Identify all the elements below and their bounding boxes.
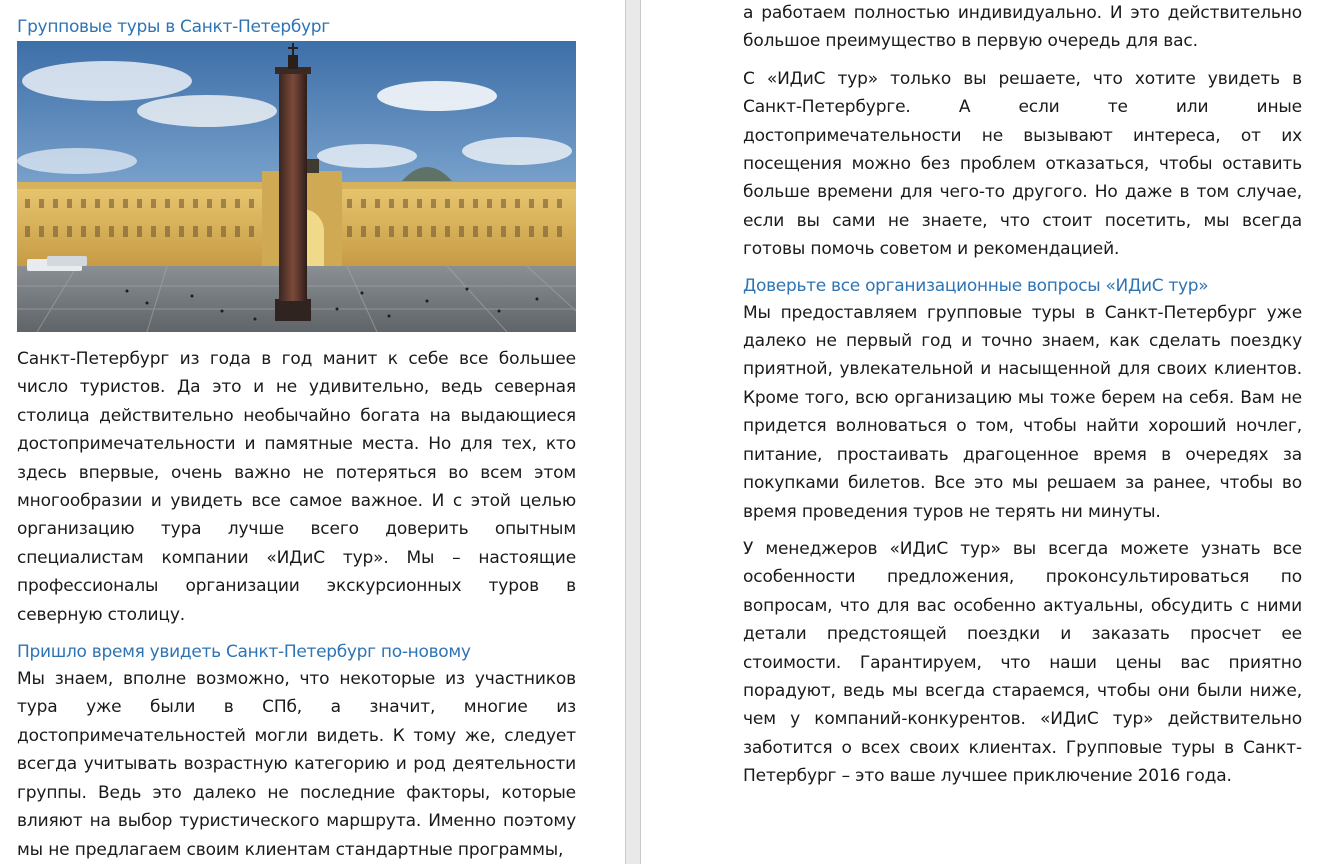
page-title: Групповые туры в Санкт-Петербург: [17, 17, 330, 37]
palace-square-photo: [17, 41, 576, 332]
choice-paragraph: С «ИДиС тур» только вы решаете, что хотите увидеть в Санкт-Петербурге. А если те или иные достопримечательности не вызывают интереса, от их посещения можно без проблем отказаться, чтобы оставить больше времени для чего-то другого. Но даже в том случае, если вы сами не знаете, что стоит посетить, мы всегда готовы помочь советом и рекомендацией.: [743, 68, 1302, 260]
section-heading-new-look: Пришло время увидеть Санкт-Петербург по-новому: [17, 642, 471, 663]
document-page-left: [0, 0, 625, 864]
document-page-right: [641, 0, 1334, 864]
intro-paragraph: Санкт-Петербург из года в год манит к себе все большее число туристов. Да это и не удивительно, ведь северная столица действительно необычайно богата на выдающиеся достопримечательности и памятные места. Но для тех, кто здесь впервые, очень важно не потеряться во всем этом многообразии и увидеть все самое важное. И с этой целью организацию тура лучше всего доверить опытным специалистам компании «ИДиС тур». Мы – настоящие профессионалы организации экскурсионных туров в северную столицу.: [17, 349, 576, 625]
text-column-left: [17, 14, 576, 864]
text-column-right: [743, 0, 1302, 800]
section-heading-organization: Доверьте все организационные вопросы «ИДиС тур»: [743, 275, 1209, 296]
continued-paragraph: а работаем полностью индивидуально. И это действительно большое преимущество в первую очередь для вас.: [743, 3, 1302, 52]
managers-paragraph: У менеджеров «ИДиС тур» вы всегда можете узнать все особенности предложения, проконсультироваться по вопросам, что для вас особенно актуальны, обсудить с ними детали предстоящей поездки и заказать просчет ее стоимости. Гарантируем, что наши цены вас приятно порадуют, ведь мы всегда стараемся, чтобы они были ниже, чем у компаний-конкурентов. «ИДиС тур» действительно заботится о всех своих клиентах. Групповые туры в Санкт-Петербург – это ваше лучшее приключение 2016 года.: [743, 538, 1302, 787]
new-look-paragraph: Мы знаем, вполне возможно, что некоторые из участников тура уже были в СПб, а значит, многие из достопримечательностей могли видеть. К тому же, следует всегда учитывать возрастную категорию и род деятельности группы. Ведь это далеко не последние факторы, которые влияют на выбор туристического маршрута. Именно поэтому мы не предлагаем своим клиентам стандартные программы,: [17, 669, 576, 860]
organization-paragraph: Мы предоставляем групповые туры в Санкт-Петербург уже далеко не первый год и точно знаем, как сделать поездку приятной, увлекательной и насыщенной для своих клиентов. Кроме того, всю организацию мы тоже берем на себя. Вам не придется волноваться о том, чтобы найти хороший ночлег, питание, простаивать драгоценное время в очередях за покупками билетов. Все это мы решаем за ранее, чтобы во время проведения туров не терять ни минуты.: [743, 302, 1302, 522]
page-separator: [625, 0, 641, 864]
